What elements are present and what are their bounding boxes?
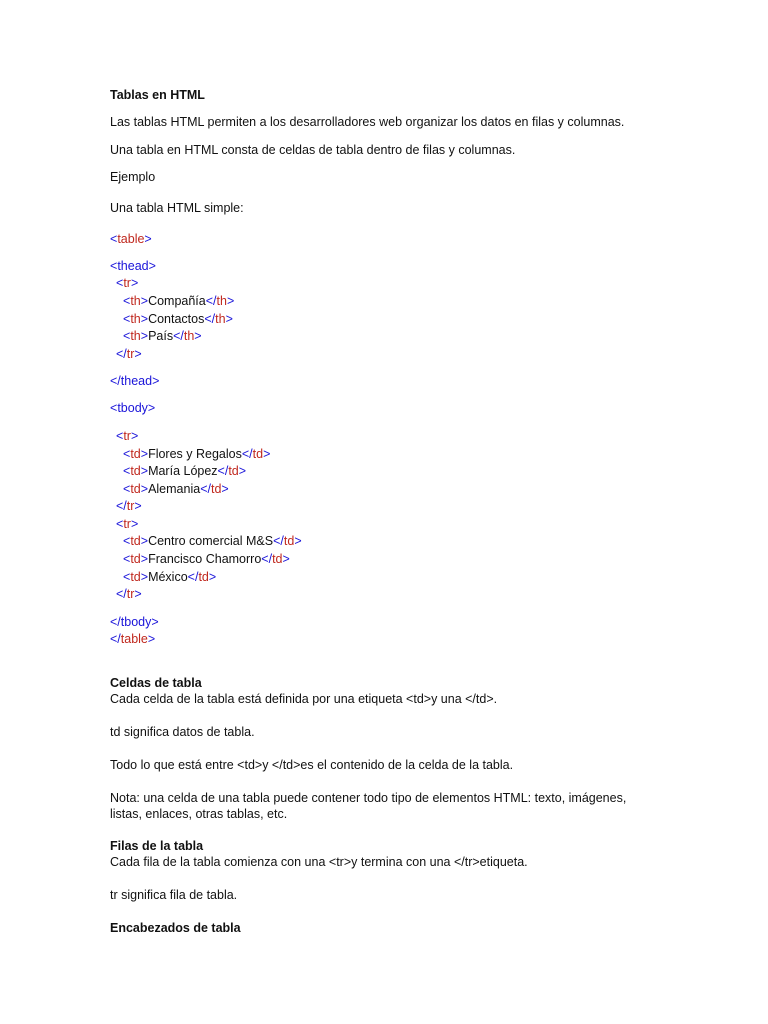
code-tr-open: <tr> bbox=[116, 276, 139, 290]
rows-paragraph-1: Cada fila de la tabla comienza con una <tr>y termina con una </tr>etiqueta. bbox=[110, 855, 528, 869]
intro-paragraph-1: Las tablas HTML permiten a los desarrolladores web organizar los datos en filas y columnas. bbox=[110, 115, 625, 129]
header-cell-text: País bbox=[148, 329, 174, 343]
code-table-close: </table> bbox=[110, 632, 156, 646]
simple-table-label: Una tabla HTML simple: bbox=[110, 201, 244, 215]
header-cell-text: Compañía bbox=[148, 294, 206, 308]
data-cell-text: María López bbox=[148, 464, 218, 478]
code-tr-close: </tr> bbox=[116, 499, 142, 513]
code-tr-close: </tr> bbox=[116, 587, 142, 601]
data-cell-text: Francisco Chamorro bbox=[148, 552, 262, 566]
code-tr-open: <tr> bbox=[116, 429, 139, 443]
code-tbody-close: </tbody> bbox=[110, 615, 159, 629]
cells-note-line-2: listas, enlaces, otras tablas, etc. bbox=[110, 807, 288, 821]
code-td-line: <td>Centro comercial M&S</td> bbox=[123, 534, 302, 548]
data-cell-text: Alemania bbox=[148, 482, 201, 496]
heading-encabezados-de-tabla: Encabezados de tabla bbox=[110, 921, 241, 935]
code-th-line: <th>Contactos</th> bbox=[123, 312, 233, 326]
code-th-line: <th>País</th> bbox=[123, 329, 202, 343]
data-cell-text: Centro comercial M&S bbox=[148, 534, 274, 548]
code-thead-open: <thead> bbox=[110, 259, 156, 273]
code-thead-close: </thead> bbox=[110, 374, 160, 388]
data-cell-text: México bbox=[148, 570, 188, 584]
code-tr-open: <tr> bbox=[116, 517, 139, 531]
heading-tablas-en-html: Tablas en HTML bbox=[110, 88, 205, 102]
intro-paragraph-2: Una tabla en HTML consta de celdas de tabla dentro de filas y columnas. bbox=[110, 143, 516, 157]
cells-paragraph-2: td significa datos de tabla. bbox=[110, 725, 255, 739]
code-th-line: <th>Compañía</th> bbox=[123, 294, 235, 308]
code-td-line: <td>Francisco Chamorro</td> bbox=[123, 552, 290, 566]
code-td-line: <td>María López</td> bbox=[123, 464, 247, 478]
cells-paragraph-1: Cada celda de la tabla está definida por una etiqueta <td>y una </td>. bbox=[110, 692, 498, 706]
data-cell-text: Flores y Regalos bbox=[148, 447, 242, 461]
cells-note-line-1: Nota: una celda de una tabla puede contener todo tipo de elementos HTML: texto, imágenes, bbox=[110, 791, 627, 805]
cells-paragraph-3: Todo lo que está entre <td>y </td>es el contenido de la celda de la tabla. bbox=[110, 758, 514, 772]
example-label: Ejemplo bbox=[110, 170, 156, 184]
rows-paragraph-2: tr significa fila de tabla. bbox=[110, 888, 238, 902]
code-tbody-open: <tbody> bbox=[110, 401, 156, 415]
header-cell-text: Contactos bbox=[148, 312, 205, 326]
code-td-line: <td>México</td> bbox=[123, 570, 217, 584]
code-table-open: <table> bbox=[110, 232, 152, 246]
code-td-line: <td>Flores y Regalos</td> bbox=[123, 447, 271, 461]
heading-celdas-de-tabla: Celdas de tabla bbox=[110, 676, 202, 690]
code-tr-close: </tr> bbox=[116, 347, 142, 361]
heading-filas-de-la-tabla: Filas de la tabla bbox=[110, 839, 204, 853]
code-td-line: <td>Alemania</td> bbox=[123, 482, 229, 496]
